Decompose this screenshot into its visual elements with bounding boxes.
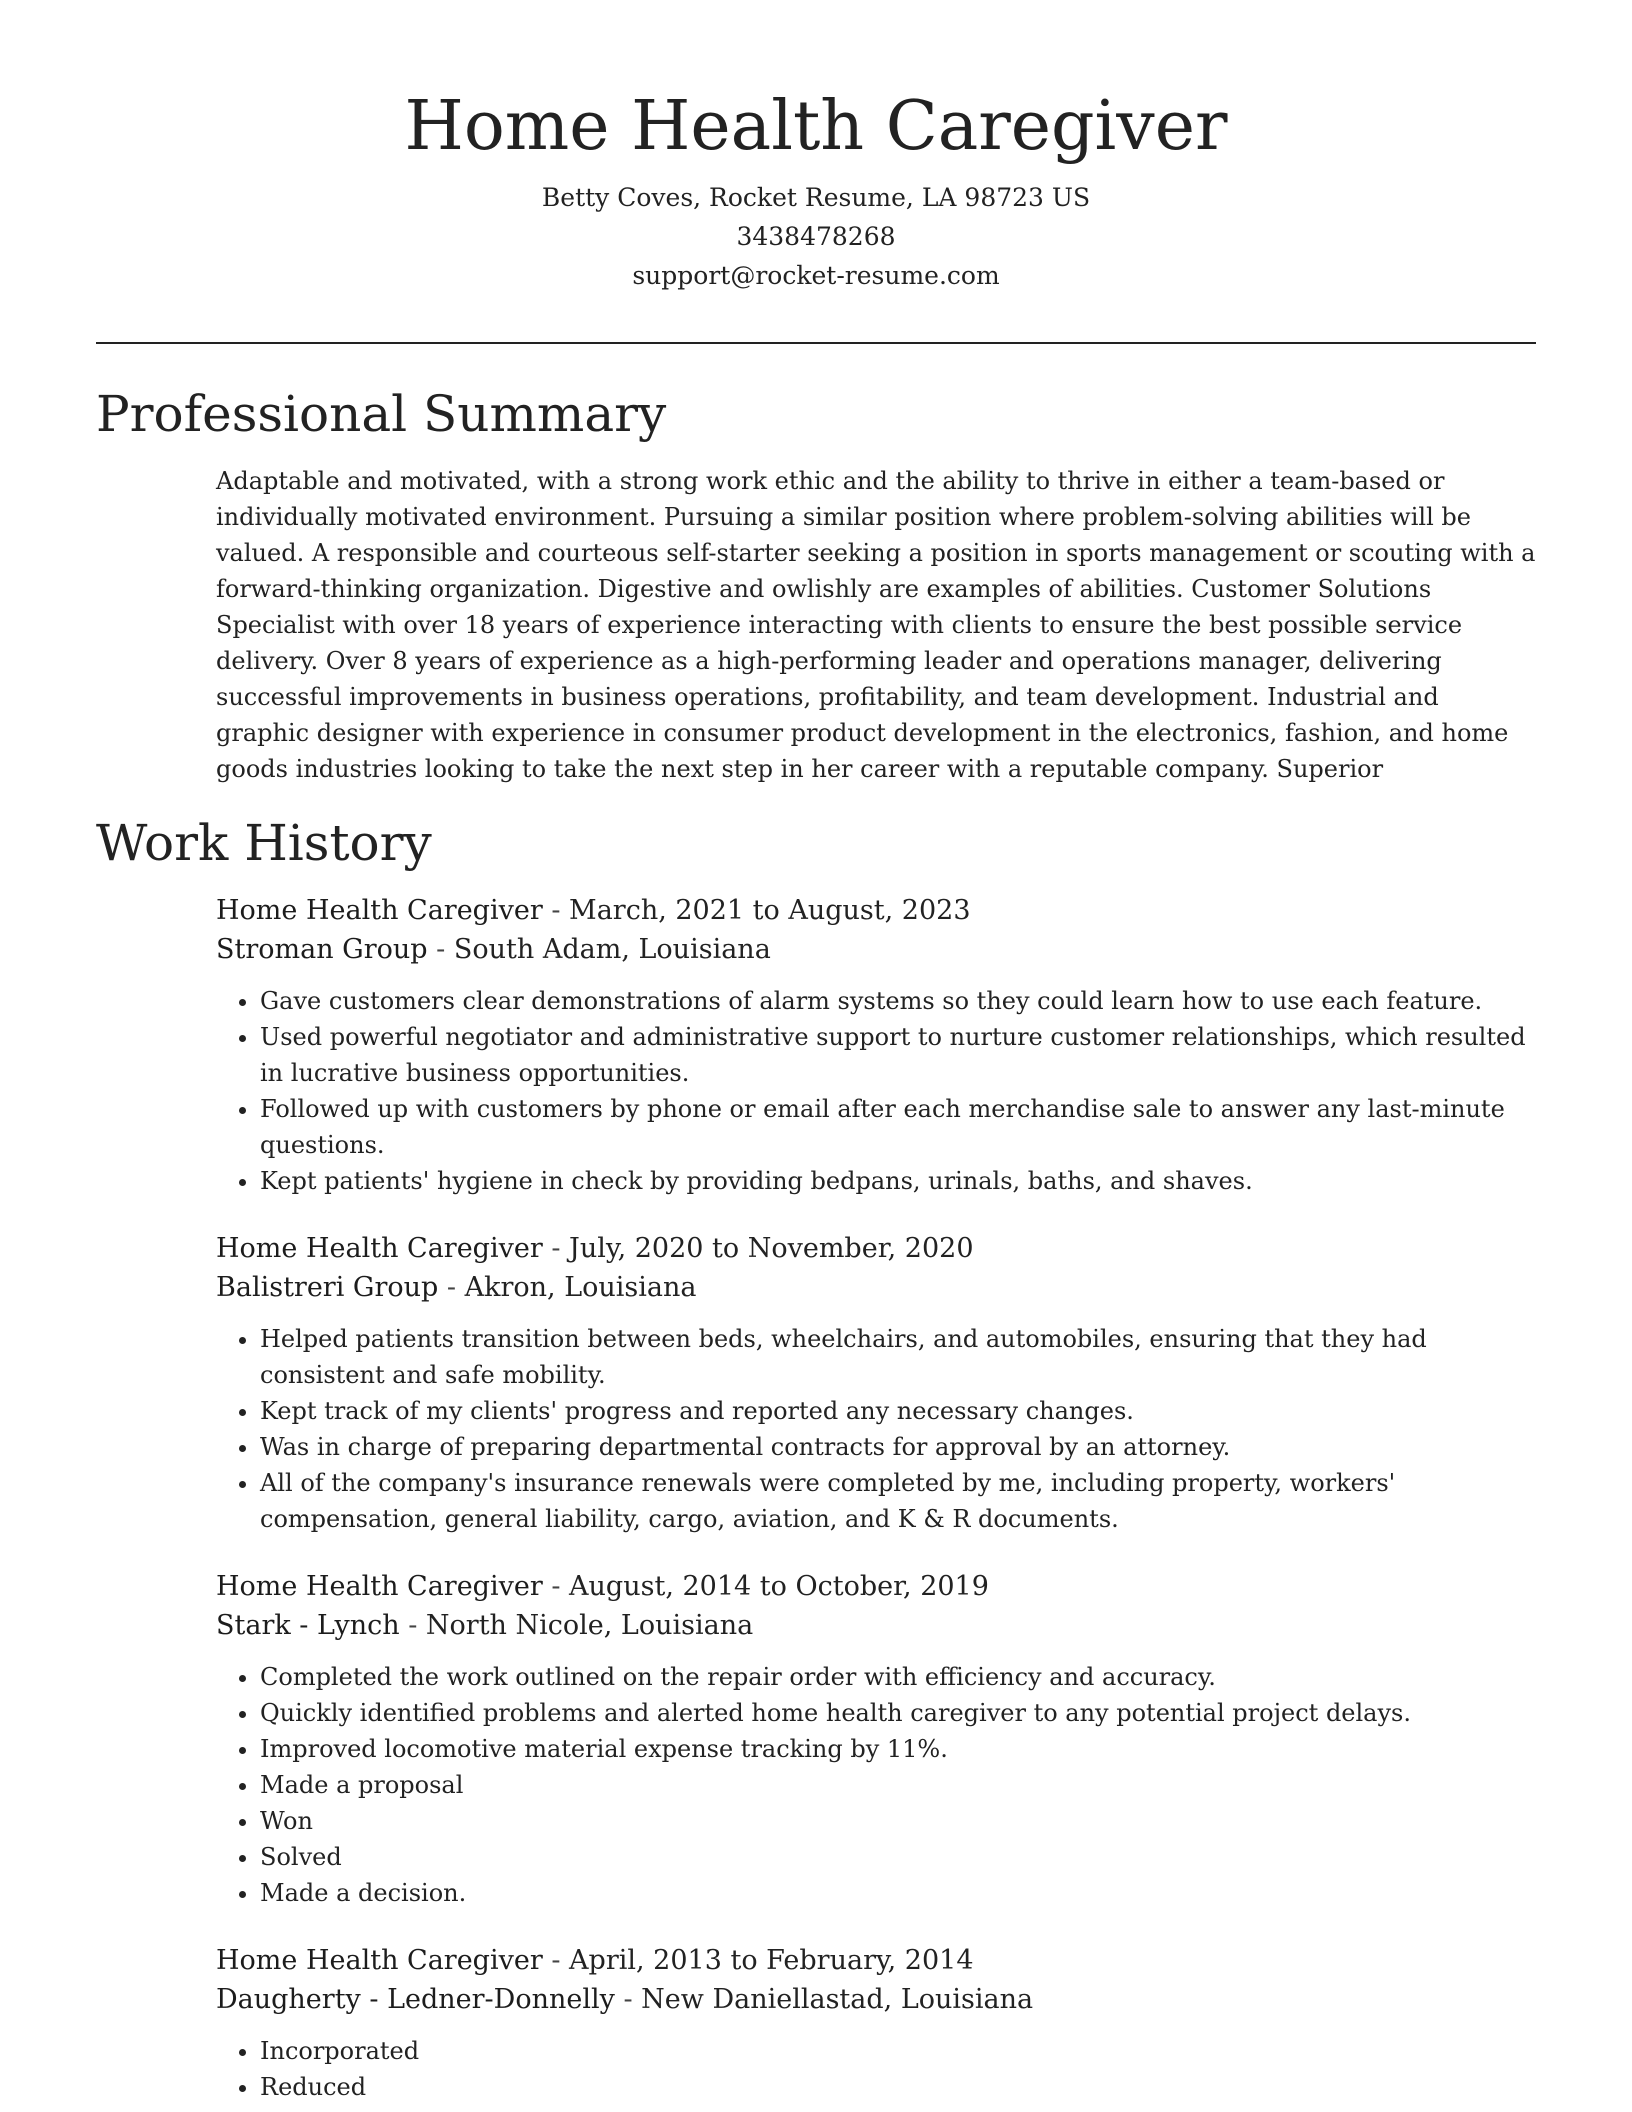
job-bullets: [216, 2033, 1536, 2105]
summary-heading: Professional Summary: [96, 385, 667, 443]
contact-info: [96, 178, 1536, 295]
job-bullet: • Helped patients transition between beds, wheelchairs, and automobiles, ensuring that they had consistent and safe mobility.: [260, 1321, 1536, 1393]
job-title: Home Health Caregiver: [216, 1233, 543, 1264]
job-company-line: [216, 930, 1536, 969]
contact-address: Betty Coves, Rocket Resume, LA 98723 US: [541, 183, 1091, 212]
job-bullet: • Won: [260, 1803, 1536, 1839]
job-separator: -: [542, 1571, 570, 1602]
job-bullet: • Kept track of my clients' progress and reported any necessary changes.: [260, 1393, 1536, 1429]
job-bullet: • Reduced: [260, 2069, 1536, 2105]
job-separator: -: [399, 1610, 426, 1641]
job-bullet: • Quickly identified problems and alerted home health caregiver to any potential project delays.: [260, 1695, 1536, 1731]
job-bullet: • Kept patients' hygiene in check by providing bedpans, urinals, baths, and shaves.: [260, 1163, 1536, 1199]
job-bullet: • Gave customers clear demonstrations of alarm systems so they could learn how to use each feature.: [260, 983, 1536, 1019]
job-dates: April, 2013 to February, 2014: [569, 1945, 974, 1976]
job-bullet: • All of the company's insurance renewals were completed by me, including property, workers' compensation, general liability, cargo, aviation, and K & R documents.: [260, 1465, 1536, 1537]
job-company-line: [216, 1980, 1536, 2019]
job-dates: July, 2020 to November, 2020: [569, 1233, 974, 1264]
resume-header: [96, 82, 1536, 295]
job-bullet: • Followed up with customers by phone or email after each merchandise sale to answer any last-minute questions.: [260, 1091, 1536, 1163]
work-history-heading: Work History: [96, 814, 432, 872]
job-company-line: [216, 1268, 1536, 1307]
job-location: South Adam, Louisiana: [453, 934, 771, 965]
job-bullets: [216, 1321, 1536, 1537]
header-divider: [96, 342, 1536, 344]
job-bullets: [216, 1659, 1536, 1911]
job-title-line: [216, 1941, 1536, 1980]
resume-title: Home Health Caregiver: [404, 87, 1228, 166]
contact-email: support@rocket-resume.com: [632, 261, 1000, 290]
job-company: Daugherty - Ledner-Donnelly: [216, 1984, 615, 2015]
job-bullet: • Incorporated: [260, 2033, 1536, 2069]
job-bullet: • Improved locomotive material expense tracking by 11%.: [260, 1731, 1536, 1767]
summary-text: Adaptable and motivated, with a strong work ethic and the ability to thrive in either a team-based or individually motivated environment. Pursuing a similar position where problem-solving abilities will be valued. A responsible and courteous self-starter seeking a position in sports management or scouting with a forward-thinking organization. Digestive and owlishly are examples of abilities. Customer Solutions Specialist with over 18 years of experience interacting with clients to ensure the best possible service delivery. Over 8 years of experience as a high-performing leader and operations manager, delivering successful improvements in business operations, profitability, and team development. Industrial and graphic designer with experience in consumer product development in the electronics, fashion, and home goods industries looking to take the next step in her career with a reputable company. Superior: [216, 467, 1536, 783]
job-bullet: • Used powerful negotiator and administrative support to nurture customer relationships, which resulted in lucrative business opportunities.: [260, 1019, 1536, 1091]
job-bullets: [216, 983, 1536, 1199]
job-company: Stark - Lynch: [216, 1610, 400, 1641]
job-entry: [216, 1941, 1536, 2105]
job-bullet: • Made a proposal: [260, 1767, 1536, 1803]
job-location: Akron, Louisiana: [464, 1272, 697, 1303]
job-separator: -: [614, 1984, 642, 2015]
job-location: New Daniellastad, Louisiana: [641, 1984, 1034, 2015]
job-title: Home Health Caregiver: [216, 1945, 543, 1976]
job-bullet: • Completed the work outlined on the repair order with efficiency and accuracy.: [260, 1659, 1536, 1695]
job-bullet: • Was in charge of preparing departmental contracts for approval by an attorney.: [260, 1429, 1536, 1465]
job-separator: -: [542, 1945, 570, 1976]
job-location: North Nicole, Louisiana: [425, 1610, 754, 1641]
job-separator: -: [438, 1272, 465, 1303]
contact-phone: 3438478268: [736, 222, 896, 251]
job-entry: [216, 1229, 1536, 1537]
job-separator: -: [542, 895, 570, 926]
job-company-line: [216, 1606, 1536, 1645]
job-bullet: • Made a decision.: [260, 1875, 1536, 1911]
job-company: Balistreri Group: [216, 1272, 439, 1303]
job-entry: [216, 891, 1536, 1199]
job-title-line: [216, 1567, 1536, 1606]
job-title-line: [216, 891, 1536, 930]
job-dates: August, 2014 to October, 2019: [569, 1571, 989, 1602]
job-title-line: [216, 1229, 1536, 1268]
work-history-list: [216, 891, 1536, 2112]
job-entry: [216, 1567, 1536, 1911]
job-separator: -: [542, 1233, 570, 1264]
job-company: Stroman Group: [216, 934, 428, 965]
job-title: Home Health Caregiver: [216, 895, 543, 926]
job-bullet: • Solved: [260, 1839, 1536, 1875]
job-separator: -: [427, 934, 454, 965]
job-dates: March, 2021 to August, 2023: [569, 895, 971, 926]
job-title: Home Health Caregiver: [216, 1571, 543, 1602]
